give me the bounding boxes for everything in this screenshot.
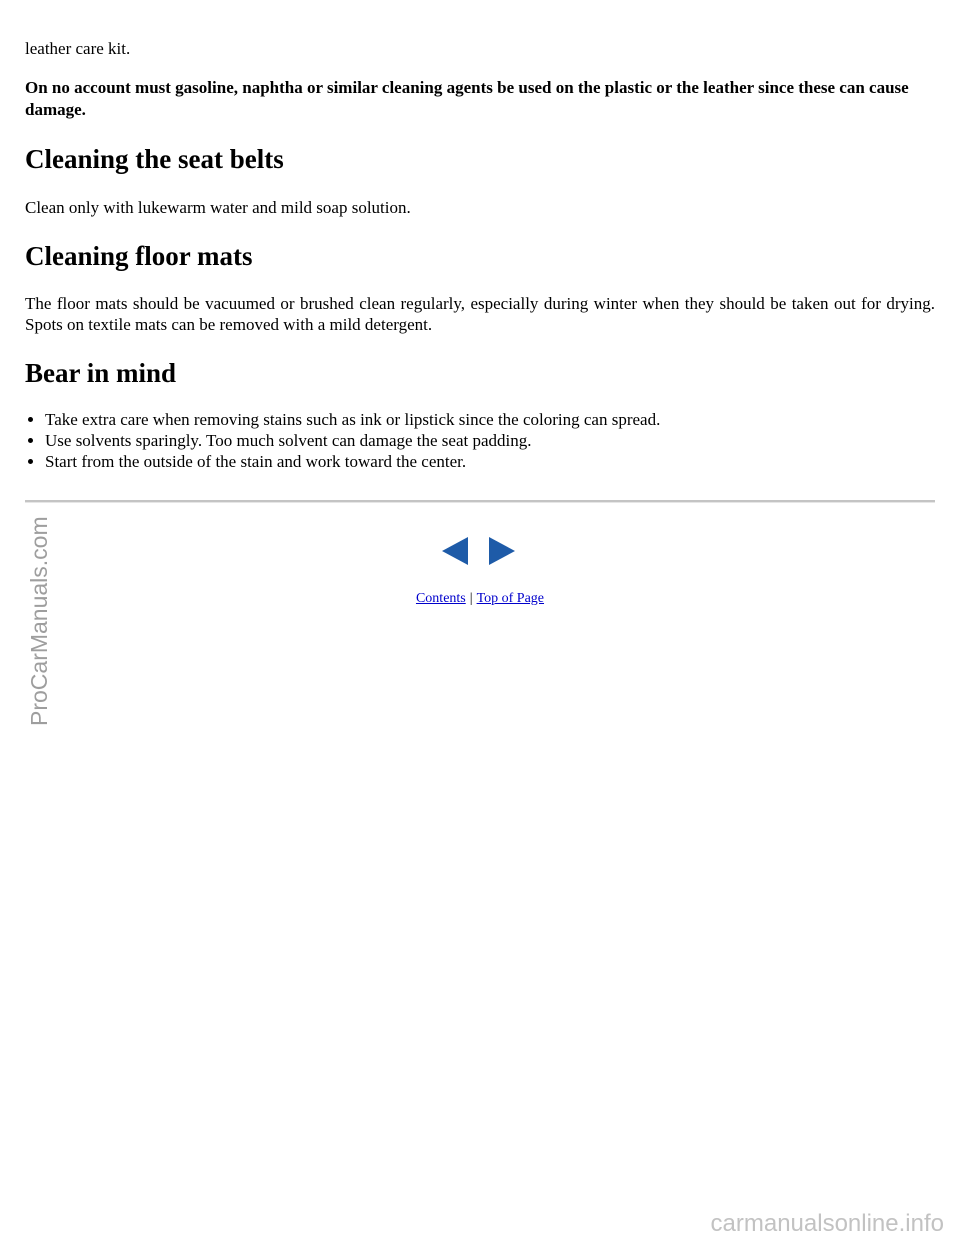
seat-belts-text: Clean only with lukewarm water and mild soap solution. xyxy=(25,198,411,217)
arrow-left-icon[interactable] xyxy=(441,536,469,566)
heading-bear-in-mind: Bear in mind xyxy=(25,358,177,388)
contents-link[interactable]: Contents xyxy=(415,591,466,606)
horizontal-divider xyxy=(25,500,935,503)
heading-floor-mats: Cleaning floor mats xyxy=(25,241,253,271)
list-item: • Use solvents sparingly. Too much solvent can damage the seat padding. xyxy=(45,430,935,451)
link-separator: | xyxy=(469,591,473,606)
side-watermark: ProCarManuals.com xyxy=(26,516,52,726)
heading-seat-belts: Cleaning the seat belts xyxy=(25,144,284,174)
footer-links xyxy=(0,589,960,609)
arrow-right-icon[interactable] xyxy=(488,536,516,566)
warning-text: On no account must gasoline, naphtha or similar cleaning agents be used on the plastic or the leather since these can cause damage. xyxy=(25,78,909,119)
list-item: • Start from the outside of the stain and work toward the center. xyxy=(45,451,935,472)
bottom-watermark: carmanualsonline.info xyxy=(710,1210,944,1237)
page-navigation xyxy=(441,536,521,566)
top-of-page-link[interactable]: Top of Page xyxy=(476,591,545,606)
document-body xyxy=(25,38,935,472)
intro-text: leather care kit. xyxy=(25,39,131,58)
bear-in-mind-list xyxy=(25,409,935,472)
floor-mats-text: The floor mats should be vacuumed or brushed clean regularly, especially during winter when they should be taken out for drying. Spots on textile mats can be removed with a mild detergent. xyxy=(25,294,935,334)
list-item: • Take extra care when removing stains such as ink or lipstick since the coloring can spread. xyxy=(45,409,935,430)
